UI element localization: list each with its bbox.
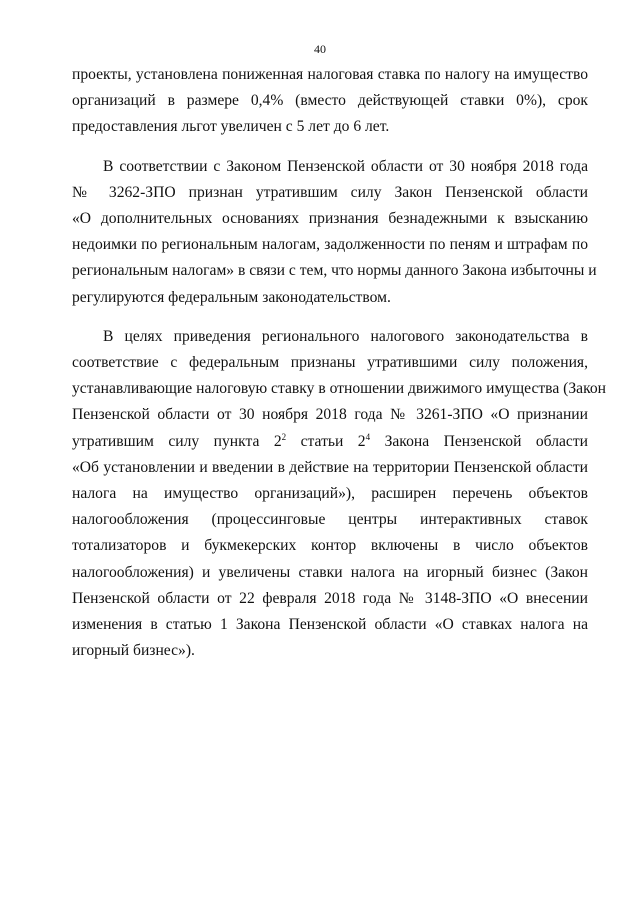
text-line: недоимки по региональным налогам, задолженности по пеням и штрафам по xyxy=(72,236,588,254)
text-fragment: Закона Пензенской области xyxy=(370,432,588,450)
text-line: игорный бизнес»). xyxy=(72,642,195,660)
paragraph-gap xyxy=(72,141,588,154)
document-body xyxy=(72,62,607,664)
text-line: тотализаторов и букмекерских контор включены в число объектов xyxy=(72,537,588,555)
paragraph-gap xyxy=(72,311,588,324)
text-line: организаций в размере 0,4% (вместо действующей ставки 0%), срок xyxy=(72,92,588,110)
paragraph-3 xyxy=(72,324,607,665)
text-line: В целях приведения регионального налогового законодательства в xyxy=(103,327,588,345)
paragraph-1 xyxy=(72,62,588,141)
superscript: 2 xyxy=(281,431,287,442)
text-fragment: утратившим силу пункта 2 xyxy=(72,432,282,450)
text-line: устанавливающие налоговую ставку в отношении движимого имущества (Закон xyxy=(72,380,607,398)
text-line: предоставления льгот увеличен с 5 лет до 6 лет. xyxy=(72,118,390,136)
text-line: Пензенской области от 30 ноября 2018 года № 3261-ЗПО «О признании xyxy=(72,406,588,424)
text-line: «Об установлении и введении в действие на территории Пензенской области xyxy=(72,458,588,476)
text-line: налогообложения) и увеличены ставки налога на игорный бизнес (Закон xyxy=(72,563,588,581)
text-fragment: статьи 2 xyxy=(286,432,366,450)
page-number: 40 xyxy=(314,42,326,56)
text-line: проекты, установлена пониженная налоговая ставка по налогу на имущество xyxy=(72,66,588,83)
superscript: 4 xyxy=(365,431,371,442)
text-line: изменения в статью 1 Закона Пензенской области «О ставках налога на xyxy=(72,616,588,634)
text-line: № 3262-ЗПО признан утратившим силу Закон Пензенской области xyxy=(72,183,588,201)
text-line-with-superscripts xyxy=(72,429,588,455)
text-line: Пензенской области от 22 февраля 2018 года № 3148-ЗПО «О внесении xyxy=(72,589,588,607)
text-line: регулируются федеральным законодательством. xyxy=(72,288,391,306)
text-line: «О дополнительных основаниях признания безнадежными к взысканию xyxy=(72,210,588,228)
paragraph-2 xyxy=(72,154,597,311)
text-line: налогообложения (процессинговые центры интерактивных ставок xyxy=(72,511,588,529)
text-line: региональным налогам» в связи с тем, что нормы данного Закона избыточны и xyxy=(72,262,597,280)
text-line: налога на имущество организаций»), расширен перечень объектов xyxy=(72,485,588,503)
text-line: соответствие с федеральным признаны утратившими силу положения, xyxy=(72,354,588,372)
text-line: В соответствии с Законом Пензенской области от 30 ноября 2018 года xyxy=(103,157,588,175)
